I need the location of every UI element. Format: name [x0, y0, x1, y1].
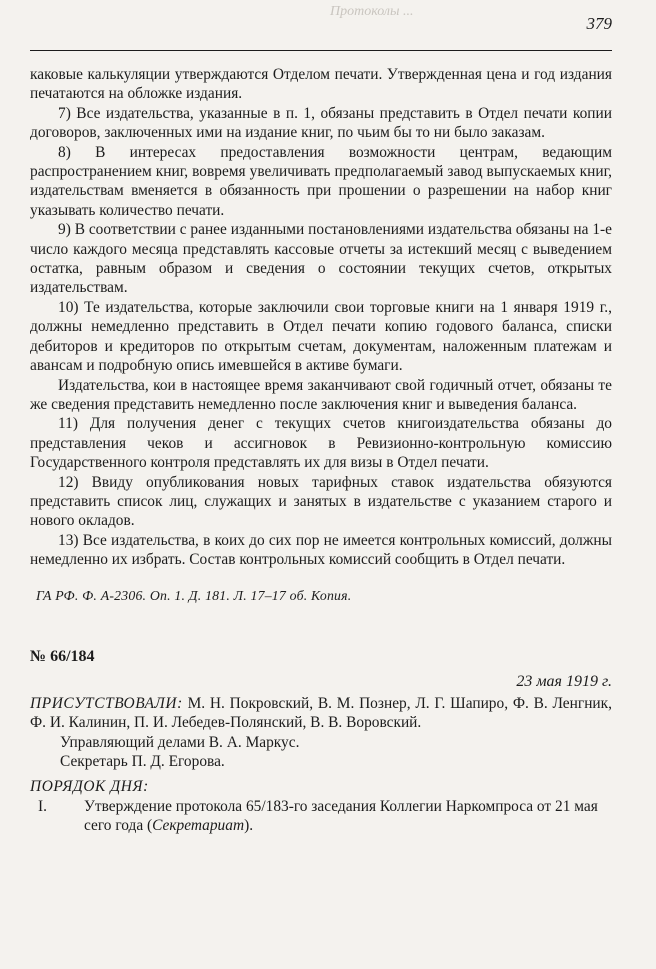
paragraph-item-10: 10) Те издательства, которые заключили свои торговые книги на 1 января 1919 г., должны немедленно представить в Отдел печати копию годового баланса, списки дебиторов и кредиторов по открытым счетам, документам, наложенным платежам и авансам и подробную опись имевшейся в активе бумаги.: [30, 298, 612, 375]
document-number: № 66/184: [30, 647, 95, 665]
paragraph-continuation: каковые калькуляции утверждаются Отделом печати. Утвержденная цена и год издания печатаются на обложке издания.: [30, 66, 612, 103]
agenda-item-reporter: Секретариат: [152, 817, 245, 835]
paragraph-item-10-note: Издательства, кои в настоящее время заканчивают свой годичный отчет, обязаны те же сведения представить немедленно после заключения книг и выведения баланса.: [30, 376, 612, 413]
paragraph-item-13: 13) Все издательства, в коих до сих пор не имеется контрольных комиссий, должны немедленно их избрать. Состав контрольных комиссий сообщить в Отдел печати.: [30, 531, 612, 569]
agenda-item-tail: ).: [244, 817, 254, 835]
attendees-list: М. Н. Покровский, В. М. Познер, Л. Г. Шапиро, Ф. В. Ленгник, Ф. И. Калинин, П. И. Лебедев-Полянский, В. В. Воровский.: [30, 694, 612, 732]
header-rule: [30, 50, 612, 51]
paragraph-item-9: 9) В соответствии с ранее изданными постановлениями издательства обязаны на 1-е число каждого месяца представлять кассовые отчеты за истекший месяц с выведением остатка, равным образом и сведения о состоянии текущих счетов, открытых издательствам.: [30, 221, 612, 297]
paragraph-item-7: 7) Все издательства, указанные в п. 1, обязаны представить в Отдел печати копии договоров, заключенных ими на издание книг, по чьим бы то ни было заказам.: [30, 104, 612, 142]
agenda-item: [30, 797, 612, 836]
bleed-through-text: Протоколы ...: [330, 4, 414, 19]
agenda-item-main: Утверждение протокола 65/183-го заседания Коллегии Наркомпроса от 21 мая сего года (: [84, 797, 598, 835]
agenda-item-text: [84, 797, 612, 836]
secretary: Секретарь П. Д. Егорова.: [60, 753, 225, 770]
agenda-item-number: I.: [38, 797, 47, 815]
page-number: 379: [586, 14, 612, 33]
attendees-block: [30, 694, 612, 772]
agenda-label: ПОРЯДОК ДНЯ:: [30, 778, 149, 796]
paragraph-item-11: 11) Для получения денег с текущих счетов книгоиздательства обязаны до представления чеков и ассигновок в Ревизионно-контрольную комиссию Государственного контроля представлять их для визы в Отдел печати.: [30, 415, 612, 472]
paragraph-item-8: 8) В интересах предоставления возможности центрам, ведающим распространением книг, вовремя увеличивать предполагаемый завод выпускаемых книг, издательствам вменяется в обязанность при прошении о разрешении на набор книг указывать количество печати.: [30, 143, 612, 219]
paragraph-item-12: 12) Ввиду опубликования новых тарифных ставок издательства обязуются представить список лиц, служащих и занятых в издательстве с указанием старого и нового окладов.: [30, 473, 612, 530]
archive-source: ГА РФ. Ф. А-2306. Оп. 1. Д. 181. Л. 17–17 об. Копия.: [36, 587, 352, 603]
attendees-label: ПРИСУТСТВОВАЛИ:: [30, 694, 183, 712]
page-body: [30, 65, 612, 836]
document-date: 23 мая 1919 г.: [516, 673, 612, 691]
business-manager: Управляющий делами В. А. Маркус.: [60, 733, 300, 751]
